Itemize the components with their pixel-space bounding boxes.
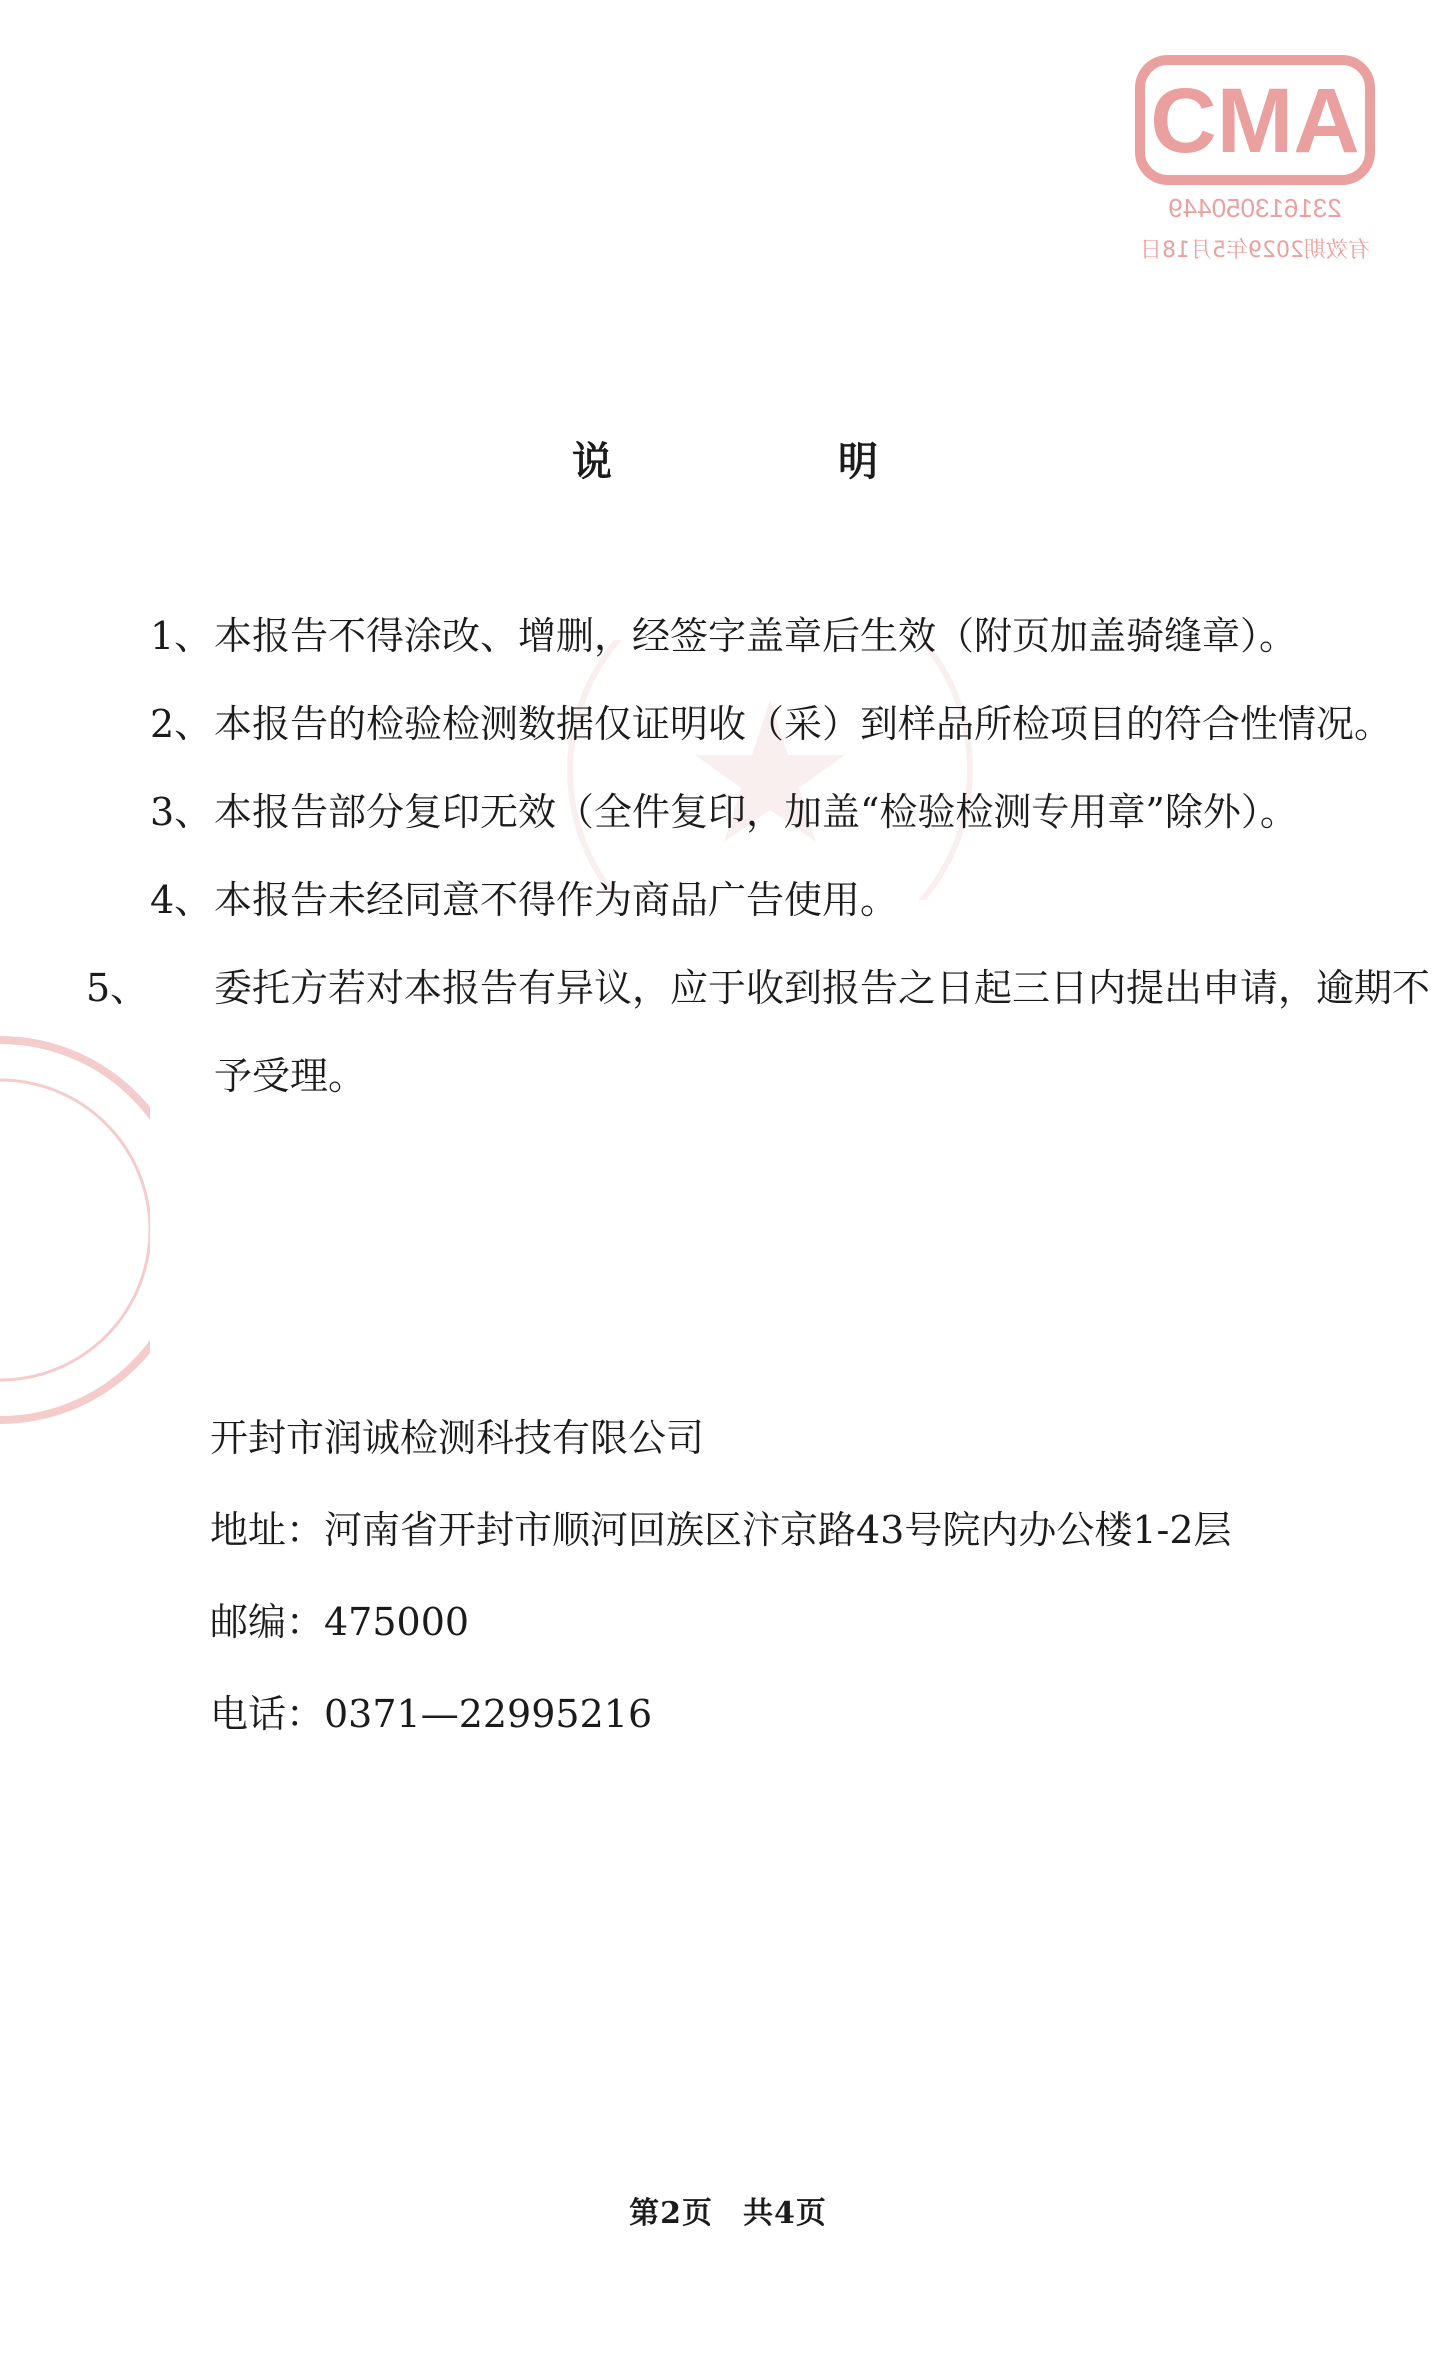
cma-valid-date: 有效期2029年5月18日 <box>1140 238 1370 263</box>
company-phone: 电话：0371—22995216 <box>210 1692 653 1736</box>
page-footer <box>0 2188 1456 2232</box>
note-text: 委托方若对本报告有异议，应于收到报告之日起三日内提出申请，逾期不予受理。 <box>214 966 1431 1098</box>
page-title <box>0 430 1456 487</box>
note-item-4 <box>150 856 1410 944</box>
page-total: 共4页 <box>743 2196 827 2231</box>
company-address: 地址：河南省开封市顺河回族区汴京路43号院内办公楼1-2层 <box>210 1508 1232 1552</box>
note-text: 本报告不得涂改、增删，经签字盖章后生效（附页加盖骑缝章）。 <box>214 614 1298 658</box>
company-info <box>210 1392 1410 1760</box>
note-text: 本报告部分复印无效（全件复印，加盖“检验检测专用章”除外）。 <box>214 790 1298 834</box>
note-number: 3、 <box>150 790 213 834</box>
note-number: 1、 <box>150 614 213 658</box>
cma-logo: CMA <box>1150 70 1360 172</box>
company-name: 开封市润诚检测科技有限公司 <box>210 1416 705 1460</box>
company-postcode: 邮编：475000 <box>210 1600 470 1644</box>
note-item-2 <box>150 680 1410 768</box>
cma-stamp <box>1130 52 1380 272</box>
note-item-3 <box>150 768 1410 856</box>
notes-list <box>86 592 1431 1120</box>
note-number: 5、 <box>86 966 149 1010</box>
note-item-5 <box>86 944 1456 1120</box>
title-char-1: 说 <box>572 438 618 485</box>
note-number: 2、 <box>150 702 213 746</box>
title-char-2: 明 <box>838 438 884 485</box>
company-seal-partial <box>0 1020 150 1440</box>
page-number: 第2页 <box>629 2196 713 2231</box>
note-text: 本报告的检验检测数据仅证明收（采）到样品所检项目的符合性情况。 <box>214 702 1393 746</box>
cma-code: 231613050449 <box>1168 193 1342 223</box>
note-number: 4、 <box>150 878 213 922</box>
note-item-1 <box>150 592 1410 680</box>
note-text: 本报告未经同意不得作为商品广告使用。 <box>214 878 899 922</box>
